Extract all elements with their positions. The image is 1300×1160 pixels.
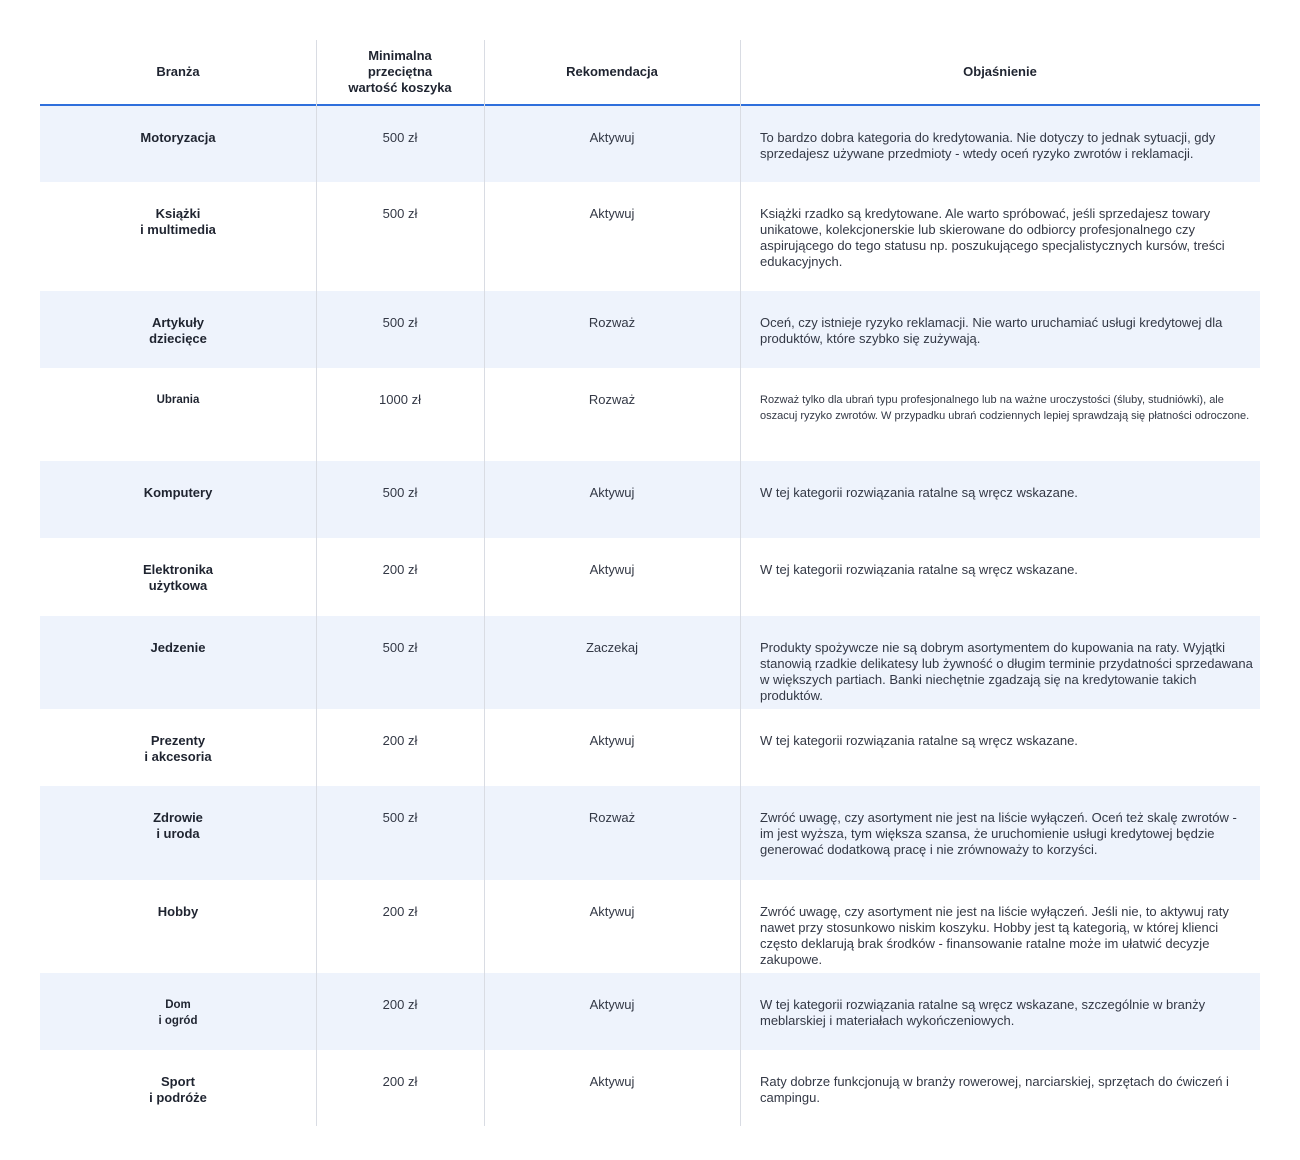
table-row — [40, 538, 1260, 616]
recommendation-table — [40, 40, 1260, 1128]
table-row — [40, 786, 1260, 880]
min-basket-value: 500 zł — [382, 130, 418, 145]
branch-name: Elektronika użytkowa — [142, 562, 214, 593]
branch-name: Jedzenie — [150, 640, 206, 655]
branch-name: Ubrania — [156, 394, 200, 406]
explanation-text: Raty dobrze funkcjonują w branży rowerowej, narciarskiej, sprzętach do ćwiczeń i campingu. — [760, 1074, 1229, 1105]
column-divider — [316, 40, 317, 1126]
header-min-basket-line: przeciętna — [367, 64, 433, 79]
min-basket-value: 200 zł — [382, 1074, 418, 1089]
column-divider — [740, 40, 741, 1126]
recommendation-value: Aktywuj — [589, 904, 635, 919]
recommendation-value: Aktywuj — [589, 1074, 635, 1089]
explanation-text: W tej kategorii rozwiązania ratalne są wręcz wskazane, szczególnie w branży meblarskiej i materiałach wykończeniowych. — [760, 997, 1206, 1028]
explanation-text: Rozważ tylko dla ubrań typu profesjonalnego lub na ważne uroczystości (śluby, studniówki), ale oszacuj ryzyko zwrotów. W przypadku ubrań codziennych lepiej sprawdzają się płatności odroczone. — [760, 394, 1250, 422]
table-row — [40, 709, 1260, 786]
table-row — [40, 616, 1260, 709]
branch-name: Komputery — [143, 485, 213, 500]
min-basket-value: 500 zł — [382, 640, 418, 655]
table-row — [40, 461, 1260, 538]
branch-name: Artykuły dziecięce — [149, 315, 207, 346]
branch-name: Prezenty i akcesoria — [144, 733, 212, 764]
recommendation-value: Aktywuj — [589, 562, 635, 577]
table-header — [40, 40, 1260, 106]
table-row — [40, 291, 1260, 368]
min-basket-value: 1000 zł — [379, 392, 421, 407]
header-recommendation: Rekomendacja — [566, 64, 658, 79]
recommendation-value: Aktywuj — [589, 997, 635, 1012]
explanation-text: W tej kategorii rozwiązania ratalne są wręcz wskazane. — [760, 562, 1078, 577]
header-min-basket-line: Minimalna — [368, 48, 432, 63]
recommendation-value: Aktywuj — [589, 485, 635, 500]
min-basket-value: 200 zł — [382, 733, 418, 748]
explanation-text: Zwróć uwagę, czy asortyment nie jest na liście wyłączeń. Jeśli nie, to aktywuj raty nawet przy stosunkowo niskim koszyku. Hobby jest tą kategorią, w której klienci często deklarują brak środków - finansowanie ratalne może im ułatwić decyzje zakupowe. — [760, 904, 1229, 967]
min-basket-value: 500 zł — [382, 206, 418, 221]
min-basket-value: 200 zł — [382, 997, 418, 1012]
recommendation-value: Aktywuj — [589, 733, 635, 748]
recommendation-value: Aktywuj — [589, 130, 635, 145]
explanation-text: W tej kategorii rozwiązania ratalne są wręcz wskazane. — [760, 485, 1078, 500]
branch-name: Książki i multimedia — [140, 206, 216, 237]
table-row — [40, 368, 1260, 461]
recommendation-value: Aktywuj — [589, 206, 635, 221]
branch-name: Sport i podróże — [149, 1074, 207, 1105]
explanation-text: Oceń, czy istnieje ryzyko reklamacji. Nie warto uruchamiać usługi kredytowej dla produktów, które szybko się zużywają. — [760, 315, 1223, 346]
explanation-text: To bardzo dobra kategoria do kredytowania. Nie dotyczy to jednak sytuacji, gdy sprzedajesz używane przedmioty - wtedy oceń ryzyko zwrotów i reklamacji. — [760, 130, 1216, 161]
min-basket-value: 500 zł — [382, 485, 418, 500]
branch-name: Dom i ogród — [158, 999, 198, 1027]
branch-name: Hobby — [157, 904, 199, 919]
min-basket-value: 500 zł — [382, 810, 418, 825]
header-explanation: Objaśnienie — [963, 64, 1037, 79]
explanation-text: Książki rzadko są kredytowane. Ale warto spróbować, jeśli sprzedajesz towary unikatowe, kolekcjonerskie lub skierowane do odbiorcy profesjonalnego czy aspirującego do tego statusu np. poszukującego specjalistycznych kursów, treści edukacyjnych. — [760, 206, 1225, 269]
table-row — [40, 973, 1260, 1050]
explanation-text: W tej kategorii rozwiązania ratalne są wręcz wskazane. — [760, 733, 1078, 748]
recommendation-value: Rozważ — [588, 315, 636, 330]
table-row — [40, 182, 1260, 291]
column-divider — [484, 40, 485, 1126]
header-min-basket-line: wartość koszyka — [348, 80, 452, 95]
recommendation-value: Zaczekaj — [585, 640, 639, 655]
min-basket-value: 500 zł — [382, 315, 418, 330]
min-basket-value: 200 zł — [382, 904, 418, 919]
branch-name: Zdrowie i uroda — [153, 810, 203, 841]
header-branch: Branża — [156, 64, 200, 79]
min-basket-value: 200 zł — [382, 562, 418, 577]
explanation-text: Produkty spożywcze nie są dobrym asortymentem do kupowania na raty. Wyjątki stanowią rzadkie delikatesy lub żywność o długim terminie przydatności sprzedawana w większych partiach. Banki niechętnie zgadzają się na kredytowanie takich produktów. — [760, 640, 1253, 703]
header-min-basket — [316, 40, 484, 104]
branch-name: Motoryzacja — [140, 130, 216, 145]
explanation-text: Zwróć uwagę, czy asortyment nie jest na liście wyłączeń. Oceń też skalę zwrotów - im jest wyższa, tym większa szansa, że uruchomienie usługi kredytowej będzie generować dodatkową pracę i nie zrównoważy to korzyści. — [760, 810, 1237, 857]
recommendation-value: Rozważ — [588, 810, 636, 825]
table-row — [40, 106, 1260, 182]
recommendation-value: Rozważ — [588, 392, 636, 407]
table-row — [40, 880, 1260, 973]
table-row — [40, 1050, 1260, 1128]
